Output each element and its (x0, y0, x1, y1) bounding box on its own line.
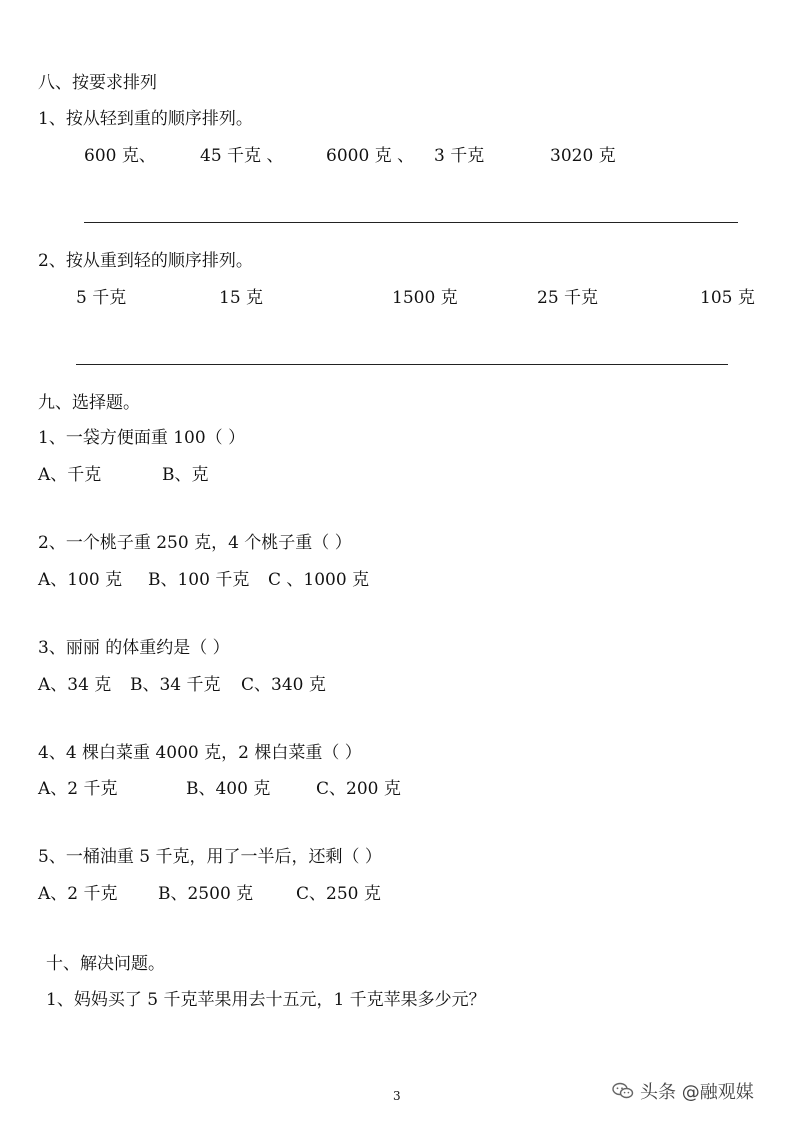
mc-q5-option-b[interactable]: B、2500 克 (158, 884, 254, 904)
q2-answer-line[interactable] (76, 364, 728, 365)
mc-q2-option-b[interactable]: B、100 千克 (148, 570, 250, 590)
q1-item-2: 45 千克 、 (200, 146, 284, 166)
q1-item-3: 6000 克 、 (326, 146, 415, 166)
mc-q1-option-a[interactable]: A、千克 (38, 465, 102, 485)
section-10-title: 十、解决问题。 (46, 954, 165, 974)
q2-item-1: 5 千克 (76, 288, 127, 308)
q1-answer-line[interactable] (84, 222, 738, 223)
mc-q2-option-a[interactable]: A、100 克 (38, 570, 123, 590)
q2-item-2: 15 克 (219, 288, 264, 308)
q2-item-3: 1500 克 (392, 288, 458, 308)
q1-item-4: 3 千克 (434, 146, 485, 166)
watermark-text: 头条 @融观媒 (640, 1082, 754, 1103)
mc-q3-prompt: 3、丽丽 的体重约是（ ） (38, 638, 230, 658)
q2-item-5: 105 克 (700, 288, 755, 308)
q1-item-1: 600 克、 (84, 146, 156, 166)
section-8-title: 八、按要求排列 (38, 73, 157, 93)
section-9-title: 九、选择题。 (38, 393, 140, 413)
mc-q4-option-c[interactable]: C、200 克 (316, 779, 401, 799)
mc-q3-option-a[interactable]: A、34 克 (38, 675, 112, 695)
q2-item-4: 25 千克 (537, 288, 599, 308)
q1-item-5: 3020 克 (550, 146, 616, 166)
mc-q5-prompt: 5、一桶油重 5 千克，用了一半后，还剩（ ） (38, 847, 382, 867)
mc-q1-prompt: 1、一袋方便面重 100（ ） (38, 428, 246, 448)
problem-q1: 1、妈妈买了 5 千克苹果用去十五元，1 千克苹果多少元？ (46, 990, 486, 1010)
section-8-q2-prompt: 2、按从重到轻的顺序排列。 (38, 251, 253, 271)
mc-q5-option-a[interactable]: A、2 千克 (38, 884, 118, 904)
page-number: 3 (393, 1089, 401, 1103)
mc-q4-option-a[interactable]: A、2 千克 (38, 779, 118, 799)
mc-q3-option-c[interactable]: C、340 克 (241, 675, 326, 695)
mc-q3-option-b[interactable]: B、34 千克 (130, 675, 221, 695)
mc-q4-prompt: 4、4 棵白菜重 4000 克，2 棵白菜重（ ） (38, 743, 362, 763)
mc-q1-option-b[interactable]: B、克 (162, 465, 209, 485)
mc-q2-option-c[interactable]: C 、1000 克 (268, 570, 370, 590)
watermark (612, 1078, 754, 1104)
section-8-q1-prompt: 1、按从轻到重的顺序排列。 (38, 109, 253, 129)
mc-q4-option-b[interactable]: B、400 克 (186, 779, 271, 799)
mc-q5-option-c[interactable]: C、250 克 (296, 884, 381, 904)
wechat-icon (612, 1082, 634, 1100)
mc-q2-prompt: 2、一个桃子重 250 克，4 个桃子重（ ） (38, 533, 352, 553)
